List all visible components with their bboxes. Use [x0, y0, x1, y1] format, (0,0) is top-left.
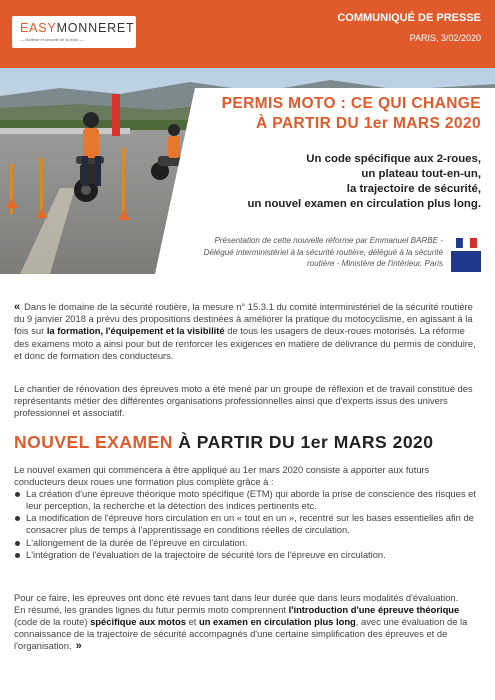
project-paragraph: Le chantier de rénovation des épreuves moto a été mené par un groupe de réflexion et de travail constitué des représentants métier des différentes organisations professionnelles ainsi que d'experts issus des univers professionnel et associatif. [14, 383, 473, 419]
summary-body [14, 592, 482, 652]
headline-line-2: À PARTIR DU 1er MARS 2020 [255, 115, 481, 132]
photo-caption [183, 235, 443, 270]
list-item: L'intégration de l'évaluation de la trajectoire de sécurité lors de l'épreuve en circulation. [14, 549, 482, 561]
subhead-line-4: un nouvel examen en circulation plus long. [247, 198, 481, 210]
logo-tagline: — Maîtrise et sécurité de la moto — [20, 37, 84, 42]
logo-monneret: MONNERET [56, 21, 135, 35]
subhead-line-3: la trajectoire de sécurité, [346, 183, 481, 195]
summary-bold-3: un examen en circulation plus long [198, 616, 356, 628]
exam-changes-list [14, 488, 482, 561]
caption-line-3: routière - Ministère de l'intérieur, Paris [306, 259, 443, 268]
summary-bold-1: l'introduction d'une épreuve théorique [288, 604, 460, 616]
section-title [14, 432, 434, 453]
logo-easy: EASY [20, 21, 57, 35]
subhead-line-2: un plateau tout-en-un, [361, 168, 481, 180]
summary-text-d: et [185, 616, 199, 628]
list-item: La modification de l'épreuve hors circulation en un « tout en un », recentré sur les bases essentielles afin de consacrer plus de temps à l'apprentissage en conditions réelles de circulation. [14, 512, 482, 536]
new-exam-lead: Le nouvel examen qui commencera à être appliqué au 1er mars 2020 consiste à apporter aux futurs conducteurs deux roues une formation plus complète grâce à : [14, 464, 430, 488]
intro-paragraph [14, 301, 482, 362]
press-release-title: COMMUNIQUÉ DE PRESSE [337, 12, 481, 24]
list-item: L'allongement de la durée de l'épreuve en circulation. [14, 537, 482, 549]
ministry-of-interior-logo [451, 238, 481, 272]
intro-text-b: de tous les usagers de deux-roues motorisés. La réforme des examens moto a ainsi pour but de renforcer les exigences en matière de délivrance du permis de conduire, et donc de formation des conducteurs. [14, 325, 476, 361]
subhead-line-1: Un code spécifique aux 2-roues, [306, 153, 481, 165]
new-exam-body [14, 464, 482, 561]
marianne-logo [451, 238, 481, 272]
header-bar [0, 0, 495, 68]
press-release-date: PARIS, 3/02/2020 [409, 33, 481, 43]
subheadline [247, 152, 481, 212]
list-item: La création d'une épreuve théorique moto spécifique (ETM) qui aborde la prise de conscience des risques et leur perception, la recherche et la détection des indices pertinents etc. [14, 488, 482, 512]
summary-text-a: En résumé, les grandes lignes du futur permis moto comprennent [14, 604, 289, 616]
section-title-date: À PARTIR DU 1er MARS 2020 [178, 432, 434, 452]
summary-bold-2: spécifique aux motos [90, 616, 186, 628]
caption-line-1: Présentation de cette nouvelle réforme par Emmanuel BARBE - [214, 236, 443, 245]
summary-paragraph [14, 604, 482, 652]
evaluation-paragraph: Pour ce faire, les épreuves ont donc été revues tant dans leur durée que dans leurs modalités d'évaluation. [14, 592, 459, 603]
intro-highlight: la formation, l'équipement et la visibilité [46, 325, 225, 337]
open-quote: « [14, 301, 21, 313]
summary-text-e: , avec une évaluation de la connaissance de la trajectoire de sécurité accompagnés d'une certaine simplification des épreuves et de l'organisation. [14, 616, 468, 652]
section-title-highlight: NOUVEL EXAMEN [14, 432, 173, 452]
headline-line-1: PERMIS MOTO : CE QUI CHANGE [221, 95, 481, 112]
close-quote: » [75, 640, 82, 653]
summary-text-c: (code de la route) [14, 616, 91, 628]
intro-text-a: Dans le domaine de la sécurité routière, la mesure n° 15.3.1 du comité interministériel de la sécurité routière du 9 janvier 2018 a prévu des propositions destinées à améliorer la pratique du motocyclisme, en agissant à la fois sur [14, 301, 473, 337]
easymonneret-logo [12, 16, 136, 48]
page-headline [222, 94, 481, 134]
logo-wordmark [20, 21, 135, 35]
caption-line-2: Délégué interministériel à la sécurité routière, délégué à la sécurité [203, 247, 443, 257]
